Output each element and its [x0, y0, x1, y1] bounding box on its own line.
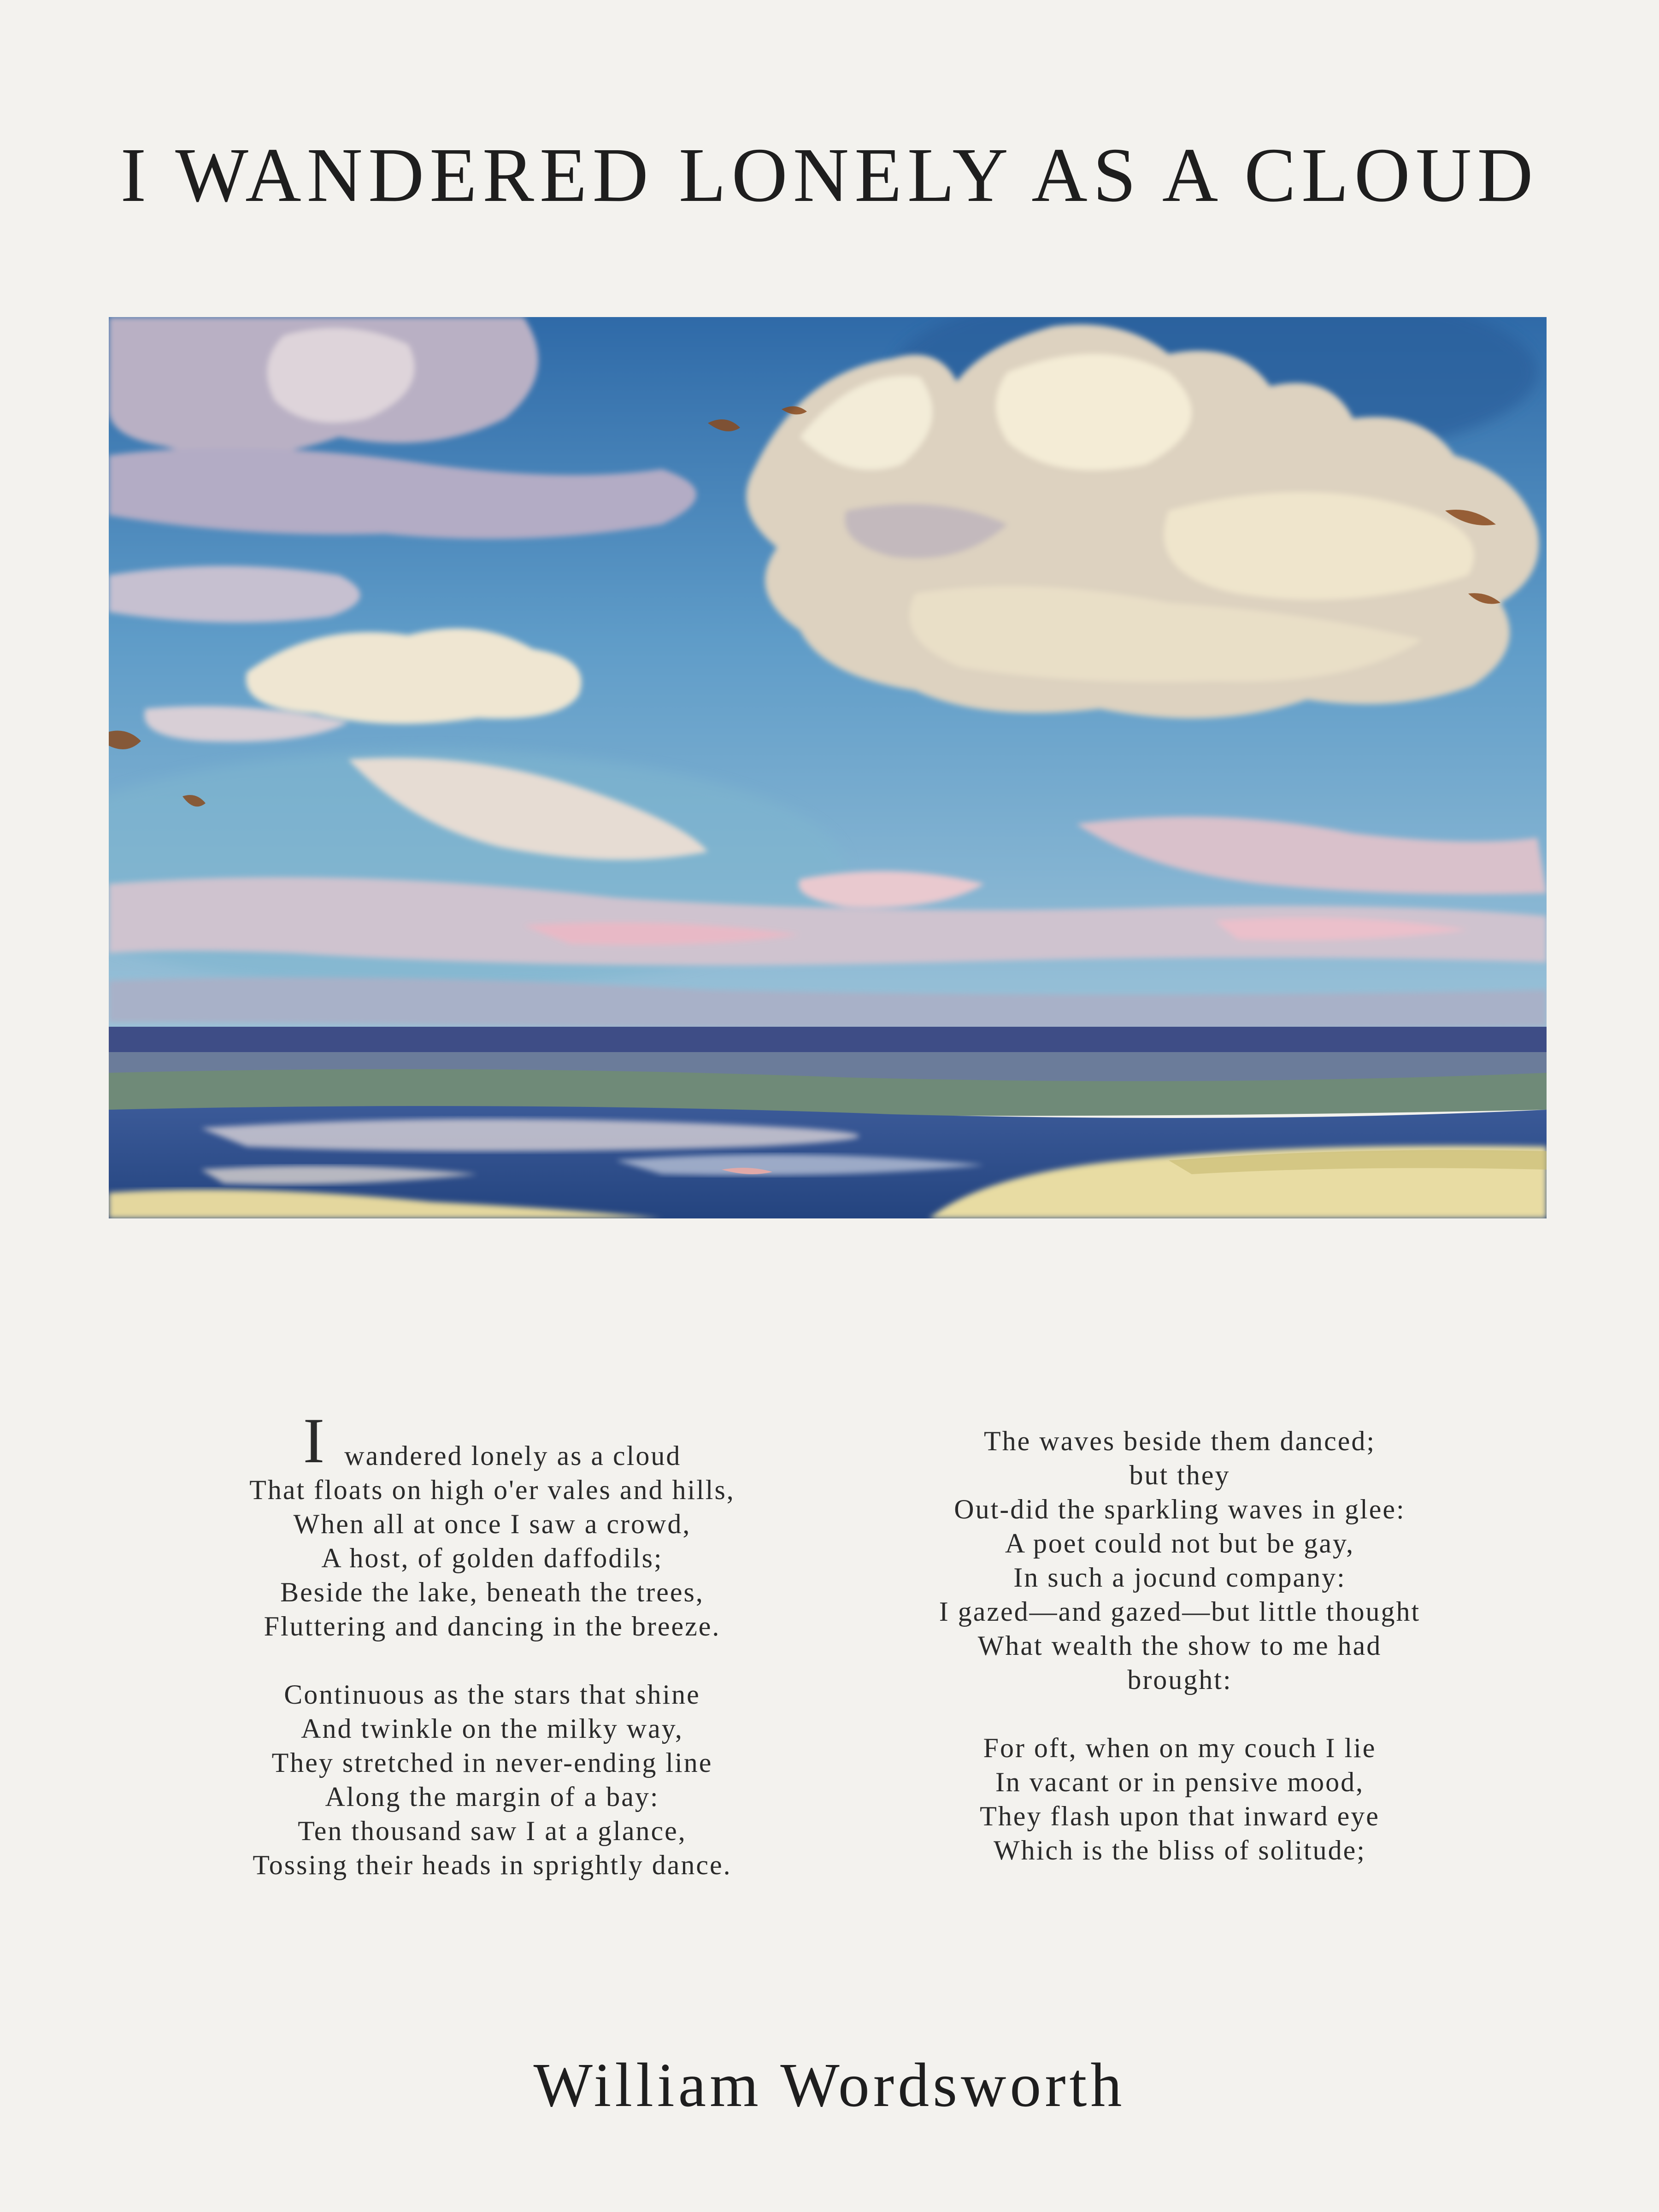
poem-line: When all at once I saw a crowd, [293, 1509, 691, 1539]
poem-line: And twinkle on the milky way, [301, 1713, 683, 1744]
stanza-3 [880, 1424, 1479, 1697]
poem-line: Tossing their heads in sprightly dance. [253, 1850, 732, 1880]
poem-line: Ten thousand saw I at a glance, [298, 1816, 687, 1846]
poem-line: Which is the bliss of solitude; [994, 1835, 1366, 1865]
poem-line [193, 1405, 792, 1477]
poem-line: For oft, when on my couch I lie [983, 1733, 1377, 1763]
poem-line: A host, of golden daffodils; [321, 1543, 663, 1573]
poem-line: That floats on high o'er vales and hills, [249, 1475, 735, 1505]
stanza-1 [193, 1405, 792, 1643]
poem-line: The waves beside them danced; but they [983, 1426, 1376, 1490]
poem-column-right [880, 1424, 1479, 1901]
poem-line: A poet could not but be gay, [1005, 1528, 1355, 1559]
poem-line: Beside the lake, beneath the trees, [280, 1577, 704, 1607]
landscape-painting [109, 317, 1547, 1218]
stanza-2 [193, 1677, 792, 1882]
poem-line: Along the margin of a bay: [325, 1782, 659, 1812]
poem-title: I WANDERED LONELY AS A CLOUD [120, 132, 1539, 218]
poem-line-text: wandered lonely as a cloud [344, 1441, 682, 1471]
poem-line: What wealth the show to me had brought: [977, 1630, 1382, 1695]
poem-line: In vacant or in pensive mood, [995, 1767, 1365, 1797]
stanza-4 [880, 1731, 1479, 1867]
drop-cap: I [303, 1405, 326, 1477]
poem-line: Continuous as the stars that shine [284, 1679, 700, 1710]
poem-line: They flash upon that inward eye [980, 1801, 1380, 1831]
poem-line: I gazed—and gazed—but little thought [939, 1596, 1421, 1627]
author-name: William Wordsworth [533, 2051, 1126, 2120]
poem-line: They stretched in never-ending line [271, 1747, 713, 1778]
poem-line: In such a jocund company: [1013, 1562, 1346, 1593]
poem-line: Fluttering and dancing in the breeze. [264, 1611, 721, 1641]
poem-column-left [193, 1405, 792, 1916]
poem-line: Out-did the sparkling waves in glee: [954, 1494, 1406, 1524]
painting-image [109, 317, 1547, 1218]
